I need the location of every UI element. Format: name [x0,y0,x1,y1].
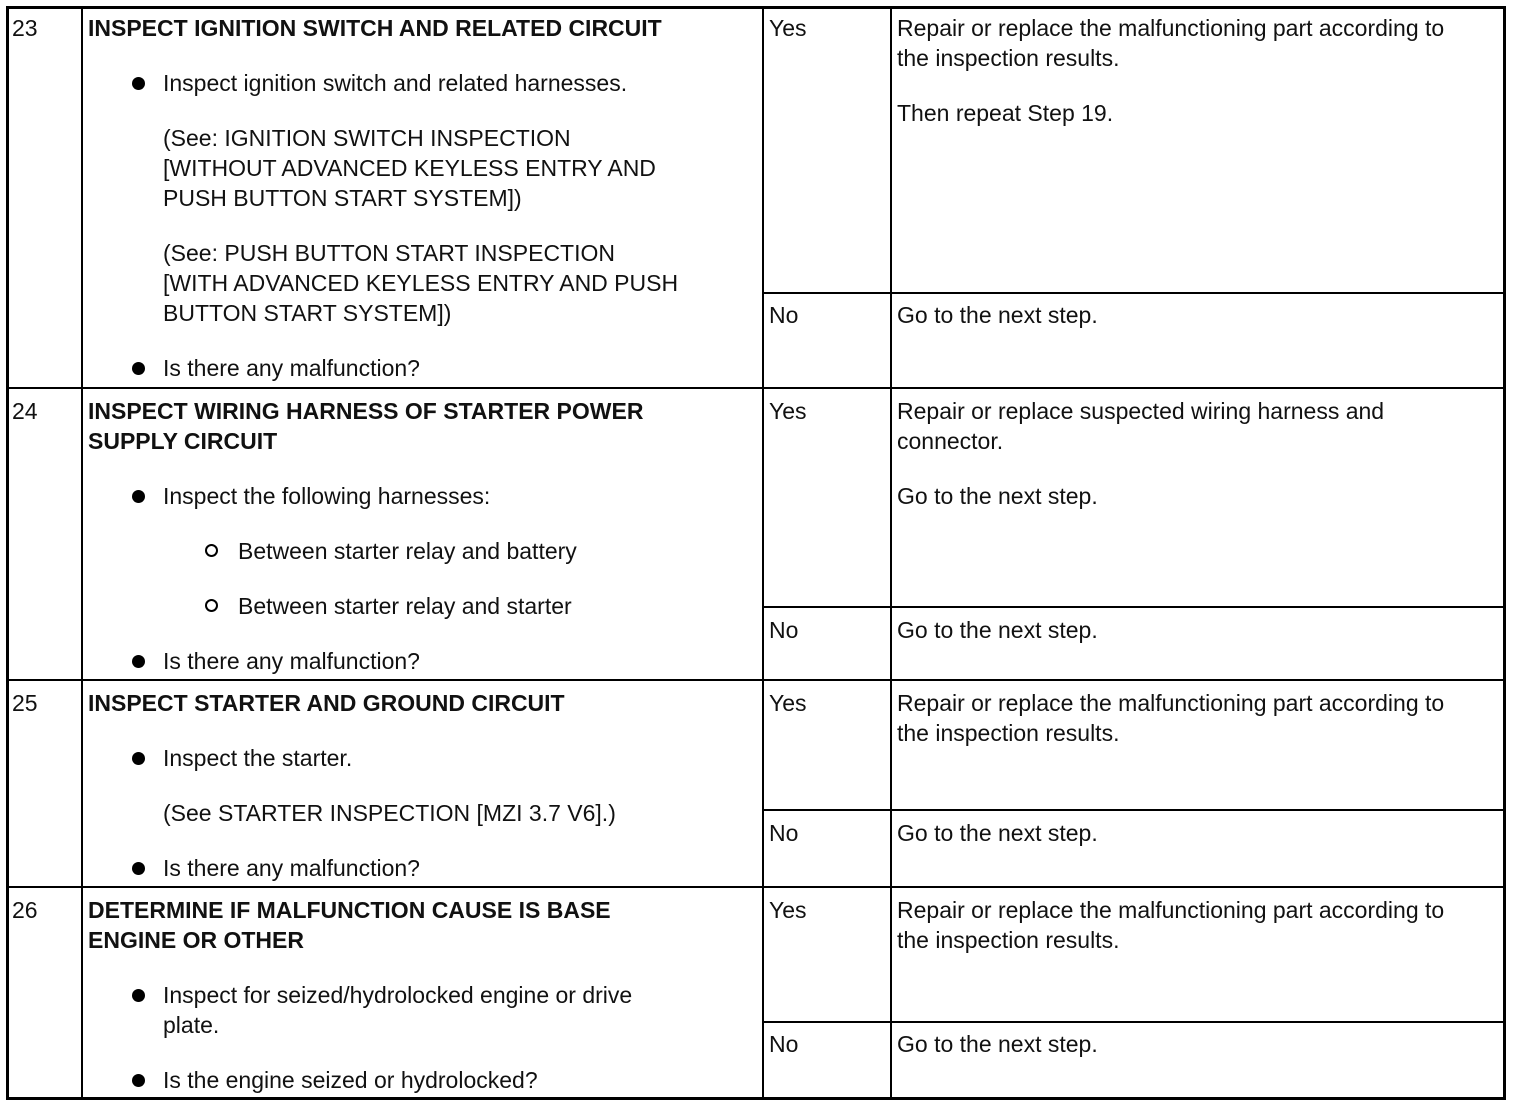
bullet-icon [132,752,145,765]
bullet-icon [132,862,145,875]
yes-action: Go to the next step. [897,483,1098,509]
inspection-question: Is the engine seized or hydrolocked? [163,1067,538,1093]
harness-item: Between starter relay and starter [238,593,572,619]
yes-action: the inspection results. [897,45,1120,71]
yes-action: the inspection results. [897,720,1120,746]
yes-no-divider [763,1021,1505,1023]
column-divider [890,8,892,1099]
step-title: INSPECT STARTER AND GROUND CIRCUIT [88,690,565,716]
bullet-icon [132,77,145,90]
reference-text: (See: PUSH BUTTON START INSPECTION [163,240,615,266]
column-divider [81,8,83,1099]
yes-action: Repair or replace suspected wiring harness and [897,398,1385,424]
inspection-instruction: Inspect the starter. [163,745,353,771]
yes-no-divider [763,606,1505,608]
inspection-instruction: Inspect for seized/hydrolocked engine or drive [163,982,633,1008]
reference-text: [WITHOUT ADVANCED KEYLESS ENTRY AND [163,155,656,181]
no-label: No [769,617,799,643]
reference-text: (See: IGNITION SWITCH INSPECTION [163,125,571,151]
no-label: No [769,302,799,328]
step-title: DETERMINE IF MALFUNCTION CAUSE IS BASE [88,897,611,923]
step-number: 25 [12,690,38,716]
no-action: Go to the next step. [897,617,1098,643]
inspection-question: Is there any malfunction? [163,648,420,674]
no-label: No [769,1031,799,1057]
step-title: ENGINE OR OTHER [88,927,304,953]
reference-text: (See STARTER INSPECTION [MZI 3.7 V6].) [163,800,616,826]
bullet-icon [132,362,145,375]
bullet-icon [132,655,145,668]
yes-action: the inspection results. [897,927,1120,953]
harness-item: Between starter relay and battery [238,538,577,564]
yes-action: Repair or replace the malfunctioning part according to [897,690,1445,716]
no-action: Go to the next step. [897,820,1098,846]
row-divider [8,387,1505,389]
no-label: No [769,820,799,846]
row-divider [8,886,1505,888]
yes-no-divider [763,292,1505,294]
yes-action: connector. [897,428,1004,454]
yes-action: Repair or replace the malfunctioning part according to [897,897,1445,923]
yes-action: Repair or replace the malfunctioning part according to [897,15,1445,41]
yes-action: Then repeat Step 19. [897,100,1114,126]
sub-bullet-icon [205,599,218,612]
step-title: INSPECT WIRING HARNESS OF STARTER POWER [88,398,644,424]
inspection-instruction: plate. [163,1012,220,1038]
bullet-icon [132,989,145,1002]
step-title: INSPECT IGNITION SWITCH AND RELATED CIRCUIT [88,15,662,41]
yes-label: Yes [769,15,807,41]
yes-label: Yes [769,398,807,424]
bullet-icon [132,1074,145,1087]
bullet-icon [132,490,145,503]
step-number: 23 [12,15,38,41]
reference-text: [WITH ADVANCED KEYLESS ENTRY AND PUSH [163,270,679,296]
step-title: SUPPLY CIRCUIT [88,428,278,454]
yes-label: Yes [769,690,807,716]
yes-label: Yes [769,897,807,923]
sub-bullet-icon [205,544,218,557]
step-number: 24 [12,398,38,424]
inspection-instruction: Inspect ignition switch and related harnesses. [163,70,628,96]
reference-text: BUTTON START SYSTEM]) [163,300,452,326]
inspection-question: Is there any malfunction? [163,855,420,881]
reference-text: PUSH BUTTON START SYSTEM]) [163,185,522,211]
inspection-instruction: Inspect the following harnesses: [163,483,491,509]
row-divider [8,679,1505,681]
inspection-question: Is there any malfunction? [163,355,420,381]
yes-no-divider [763,809,1505,811]
step-number: 26 [12,897,38,923]
no-action: Go to the next step. [897,1031,1098,1057]
column-divider [762,8,764,1099]
no-action: Go to the next step. [897,302,1098,328]
